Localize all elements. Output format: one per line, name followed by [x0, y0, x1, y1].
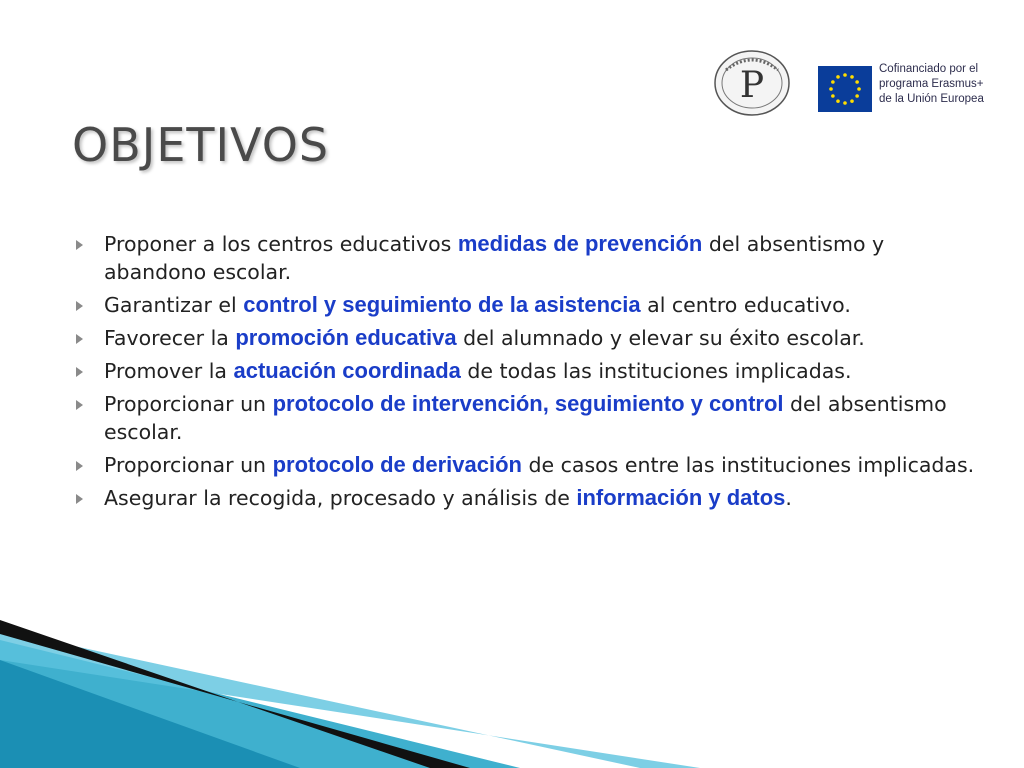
bullet-arrow-icon	[76, 240, 83, 250]
highlight-text: protocolo de derivación	[272, 452, 522, 477]
bullet-arrow-icon	[76, 334, 83, 344]
seal-letter: P	[739, 65, 765, 106]
eu-star-icon	[831, 80, 835, 84]
eu-star-icon	[850, 75, 854, 79]
eu-star-icon	[850, 99, 854, 103]
decorative-stripes	[0, 600, 700, 768]
objective-item: Proponer a los centros educativos medidas de prevención del absentismo y abandono escolar.	[74, 230, 979, 286]
eu-flag-icon	[818, 66, 872, 112]
school-seal-logo	[712, 48, 792, 118]
eu-funding-logo	[818, 62, 1018, 118]
objective-item: Promover la actuación coordinada de todas las instituciones implicadas.	[74, 357, 979, 385]
bullet-arrow-icon	[76, 461, 83, 471]
highlight-text: información y datos	[576, 485, 786, 510]
eu-star-icon	[855, 94, 859, 98]
bullet-arrow-icon	[76, 367, 83, 377]
highlight-text: protocolo de intervención, seguimiento y control	[272, 391, 784, 416]
eu-star-icon	[831, 94, 835, 98]
bullet-arrow-icon	[76, 494, 83, 504]
eu-star-icon	[843, 73, 847, 77]
eu-star-icon	[836, 75, 840, 79]
bullet-arrow-icon	[76, 301, 83, 311]
highlight-text: actuación coordinada	[233, 358, 461, 383]
eu-star-icon	[855, 80, 859, 84]
objective-item: Proporcionar un protocolo de intervención, seguimiento y control del absentismo escolar.	[74, 390, 979, 446]
highlight-text: medidas de prevención	[457, 231, 703, 256]
eu-star-icon	[857, 87, 861, 91]
highlight-text: promoción educativa	[235, 325, 457, 350]
eu-text-line-1: Cofinanciado por el	[879, 63, 979, 75]
bullet-arrow-icon	[76, 400, 83, 410]
objective-item: Garantizar el control y seguimiento de la asistencia al centro educativo.	[74, 291, 979, 319]
eu-star-icon	[829, 87, 833, 91]
objective-item: Favorecer la promoción educativa del alumnado y elevar su éxito escolar.	[74, 324, 979, 352]
objective-item: Proporcionar un protocolo de derivación de casos entre las instituciones implicadas.	[74, 451, 979, 479]
eu-funding-text	[879, 62, 1019, 107]
eu-star-icon	[843, 101, 847, 105]
highlight-text: control y seguimiento de la asistencia	[243, 292, 641, 317]
eu-text-line-3: de la Unión Europea	[879, 93, 984, 105]
slide-title: OBJETIVOS	[72, 118, 330, 172]
objectives-list	[74, 230, 979, 517]
eu-text-line-2: programa Erasmus+	[879, 78, 984, 90]
eu-star-icon	[836, 99, 840, 103]
objective-item: Asegurar la recogida, procesado y análisis de información y datos.	[74, 484, 979, 512]
